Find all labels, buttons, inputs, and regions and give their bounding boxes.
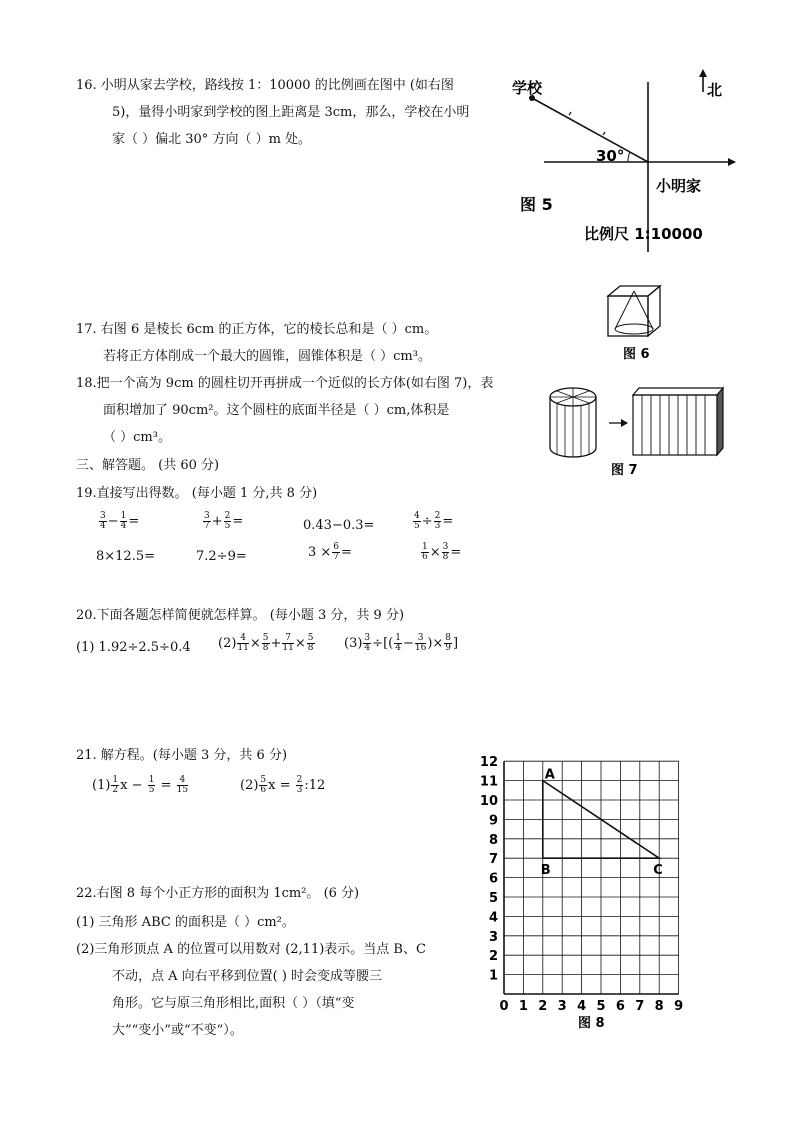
q19-title: 19.直接写出得数。 (每小题 1 分,共 8 分) (76, 486, 318, 501)
point-a-label: A (544, 767, 555, 783)
tick (569, 112, 571, 115)
angle-arc (628, 152, 630, 162)
fraction: $\frac{4}{15}$ (176, 775, 189, 795)
y-tick-label: 2 (488, 949, 498, 965)
y-tick-label: 12 (479, 755, 498, 771)
fig8-caption: 图 8 (578, 1016, 605, 1031)
fraction: $\frac{2}{5}$ (224, 511, 231, 531)
q16-line2: 5)，量得小明家到学校的图上距离是 3cm，那么，学校在小明 (112, 105, 470, 120)
east-arrow (728, 158, 736, 166)
q22-line4: 不动，点 A 向右平移到位置( ) 时会变成等腰三 (112, 969, 383, 984)
q17-line1: 17. 右图 6 是棱长 6cm 的正方体，它的棱长总和是（ ）cm。 (76, 322, 438, 337)
cuboid-top (633, 388, 723, 395)
fraction: $\frac{1}{6}$ (422, 542, 428, 562)
q22-line3: (2)三角形顶点 A 的位置可以用数对 (2,11)表示。当点 B、C (76, 942, 426, 957)
y-tick-label: 1 (488, 968, 498, 984)
q17-line2: 若将正方体削成一个最大的圆锥，圆锥体积是（ ）cm³。 (103, 349, 431, 364)
fraction: $\frac{5}{8}$ (262, 633, 269, 653)
fraction: $\frac{3}{8}$ (442, 542, 449, 562)
figure-6 (605, 282, 665, 362)
arrow-icon (621, 419, 628, 427)
fraction: $\frac{8}{9}$ (445, 633, 452, 653)
fraction: $\frac{4}{11}$ (237, 633, 249, 653)
point-c-label: C (653, 863, 663, 879)
route-line (532, 98, 648, 162)
fig6-caption: 图 6 (623, 347, 650, 362)
north-arrow-icon (699, 69, 707, 77)
q20-part1: (1) 1.92÷2.5÷0.4 (76, 640, 191, 655)
figure-5 (500, 62, 750, 252)
fraction: $\frac{6}{7}$ (333, 542, 340, 562)
fraction: $\frac{1}{4}$ (395, 633, 401, 653)
fraction: $\frac{7}{11}$ (282, 633, 294, 653)
q20-part2: (2) $\frac{4}{11}$ × $\frac{5}{8}$ + $\frac{7}{11}$ × $\frac{5}{8}$ (218, 633, 314, 653)
cone-base (615, 324, 653, 334)
y-tick-label: 5 (488, 891, 498, 906)
y-tick-label: 4 (488, 910, 498, 926)
q22-line5: 角形。它与原三角形相比,面积（ ）（填“变 (112, 996, 355, 1011)
fraction: $\frac{1}{2}$ (112, 775, 119, 795)
q22-line6: 大”“变小”或“不变”）。 (112, 1023, 243, 1038)
q19-item-b3: 3 × $\frac{6}{7}$ = (308, 542, 352, 562)
q20-part3: (3) $\frac{3}{4}$ ÷[( $\frac{1}{4}$ − $\frac{3}{16}$ )× $\frac{8}{9}$ ] (344, 633, 459, 653)
fig5-caption: 图 5 (520, 195, 553, 214)
figure-8-grid (479, 754, 702, 1032)
point-b-label: B (540, 863, 551, 879)
x-tick-label: 9 (674, 999, 684, 1014)
section-3-heading: 三、解答题。 (共 60 分) (76, 458, 220, 473)
q19-item-b4: $\frac{1}{6}$ × $\frac{3}{8}$ = (422, 542, 462, 562)
home-label: 小明家 (656, 177, 702, 195)
cuboid-front (633, 395, 717, 455)
school-label: 学校 (512, 79, 543, 97)
q19-item-a4: $\frac{4}{5}$ ÷ $\frac{2}{3}$ = (414, 511, 454, 531)
q18-line3: （ ）cm³。 (103, 430, 171, 445)
fraction: $\frac{3}{4}$ (100, 511, 106, 531)
fraction: $\frac{1}{4}$ (120, 511, 127, 531)
fraction: $\frac{3}{4}$ (364, 633, 371, 653)
x-tick-label: 4 (577, 999, 587, 1014)
fraction: $\frac{1}{5}$ (148, 775, 155, 795)
fig7-caption: 图 7 (611, 463, 638, 478)
figure-7 (545, 385, 730, 480)
q19-item-b2: 7.2÷9= (196, 549, 247, 564)
q20-title: 20.下面各题怎样简便就怎样算。 (每小题 3 分，共 9 分) (76, 608, 405, 623)
y-tick-label: 3 (488, 929, 498, 945)
q16-line1: 16. 小明从家去学校，路线按 1：10000 的比例画在图中 (如右图 (76, 78, 454, 93)
x-tick-label: 0 (499, 999, 509, 1014)
fraction: $\frac{5}{8}$ (307, 633, 314, 653)
q19-item-a3: 0.43−0.3= (303, 518, 375, 533)
x-tick-label: 3 (557, 999, 567, 1014)
q19-item-a1: $\frac{3}{4}$ − $\frac{1}{4}$ = (100, 511, 140, 531)
x-tick-label: 6 (615, 999, 625, 1014)
x-tick-label: 2 (538, 999, 548, 1014)
q16-line3: 家（ ）偏北 30° 方向（ ）m 处。 (112, 132, 312, 147)
y-tick-label: 6 (488, 871, 498, 887)
q18-line1: 18.把一个高为 9cm 的圆柱切开再拼成一个近似的长方体(如右图 7)，表 (76, 376, 494, 391)
q18-line2: 面积增加了 90cm²。这个圆柱的底面半径是（ ）cm,体积是 (103, 403, 450, 418)
tick (603, 132, 605, 135)
q21-part1: (1) $\frac{1}{2}$ x − $\frac{1}{5}$ = $\frac{4}{15}$ (92, 775, 189, 795)
cuboid-side (717, 388, 723, 455)
cone-edge (615, 291, 634, 329)
fraction: $\frac{5}{6}$ (260, 775, 267, 795)
y-tick-label: 10 (479, 794, 498, 809)
angle-label: 30° (596, 147, 625, 165)
north-label: 北 (707, 81, 723, 99)
q21-part2: (2) $\frac{5}{6}$ x = $\frac{2}{3}$ :12 (240, 775, 326, 795)
cube-side (648, 286, 660, 336)
fraction: $\frac{3}{7}$ (204, 511, 210, 531)
q19-item-b1: 8×12.5= (96, 549, 156, 564)
y-tick-label: 8 (488, 832, 498, 848)
y-tick-label: 9 (488, 813, 498, 829)
scale-label: 比例尺 1:10000 (584, 225, 703, 243)
q22-line2: (1) 三角形 ABC 的面积是（ ）cm²。 (76, 915, 295, 930)
y-tick-label: 7 (488, 852, 498, 868)
fraction: $\frac{2}{3}$ (434, 511, 441, 531)
x-tick-label: 8 (654, 999, 664, 1014)
x-tick-label: 7 (635, 999, 645, 1014)
cylinder-sectors (550, 388, 596, 457)
q22-line1: 22.右图 8 每个小正方形的面积为 1cm²。 (6 分) (76, 886, 360, 901)
fraction: $\frac{3}{16}$ (414, 633, 427, 653)
x-tick-label: 5 (596, 999, 606, 1014)
cone-edge (634, 291, 653, 329)
x-tick-label: 1 (518, 999, 528, 1014)
fraction: $\frac{4}{5}$ (414, 511, 420, 531)
cuboid-strips (642, 395, 705, 455)
q21-title: 21. 解方程。(每小题 3 分，共 6 分) (76, 748, 288, 763)
fraction: $\frac{2}{3}$ (296, 775, 303, 795)
y-tick-label: 11 (479, 774, 498, 790)
q19-item-a2: $\frac{3}{7}$ + $\frac{2}{5}$ = (204, 511, 244, 531)
